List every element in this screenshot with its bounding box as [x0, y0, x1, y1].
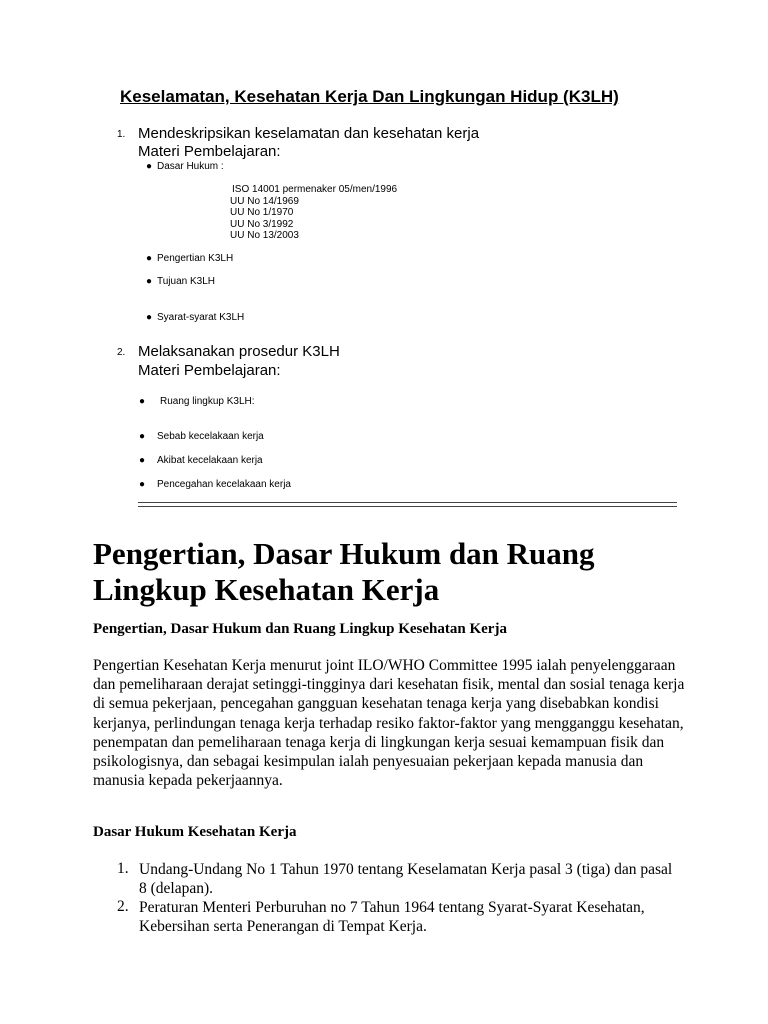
section-1-number: 1.: [117, 129, 126, 140]
bullet-pengertian: Pengertian K3LH: [157, 253, 234, 264]
section-2-heading: Melaksanakan prosedur K3LH: [138, 343, 340, 360]
bullet-dot-icon: ●: [139, 455, 146, 466]
bullet-ruang-lingkup: Ruang lingkup K3LH:: [160, 396, 255, 407]
bullet-sebab: Sebab kecelakaan kerja: [157, 431, 264, 442]
law-item: UU No 1/1970: [230, 207, 294, 218]
list-item-number: 1.: [117, 860, 129, 877]
divider-line: [138, 506, 677, 507]
section-2-materi-label: Materi Pembelajaran:: [138, 362, 281, 379]
section-2-number: 2.: [117, 347, 126, 358]
law-item: UU No 14/1969: [230, 195, 299, 207]
bullet-syarat: Syarat-syarat K3LH: [157, 312, 245, 323]
bullet-pencegahan: Pencegahan kecelakaan kerja: [157, 479, 291, 490]
bullet-akibat: Akibat kecelakaan kerja: [157, 455, 263, 466]
bullet-dot-icon: ●: [139, 431, 146, 442]
section-1-materi-label: Materi Pembelajaran:: [138, 143, 281, 160]
law-item: ISO 14001 permenaker 05/men/1996: [232, 184, 398, 195]
law-list: [230, 184, 397, 242]
bullet-tujuan: Tujuan K3LH: [157, 276, 215, 287]
dasar-hukum-heading: Dasar Hukum Kesehatan Kerja: [93, 824, 297, 840]
bullet-dot-icon: ●: [146, 312, 153, 323]
list-item: Peraturan Menteri Perburuhan no 7 Tahun 1964 tentang Syarat-Syarat Kesehatan, Kebersihan serta Penerangan di Tempat Kerja.: [139, 899, 645, 936]
section-1-heading: Mendeskripsikan keselamatan dan kesehatan kerja: [138, 125, 480, 142]
bullet-dot-icon: ●: [146, 253, 153, 264]
article-heading: Pengertian, Dasar Hukum dan Ruang Lingkup Kesehatan Kerja: [93, 536, 595, 607]
bullet-dot-icon: ●: [139, 479, 146, 490]
article-subheading: Pengertian, Dasar Hukum dan Ruang Lingkup Kesehatan Kerja: [93, 621, 507, 637]
list-item: Undang-Undang No 1 Tahun 1970 tentang Keselamatan Kerja pasal 3 (tiga) dan pasal 8 (delapan).: [139, 861, 673, 898]
dasar-hukum-label: Dasar Hukum :: [157, 161, 224, 172]
bullet-dot-icon: ●: [146, 276, 153, 287]
article-paragraph: Pengertian Kesehatan Kerja menurut joint ILO/WHO Committee 1995 ialah penyelenggaraan dan pemeliharaan derajat setinggi-tingginya dari kesehatan fisik, mental dan sosial tenaga kerja di semua pekerjaan, pencegahan gangguan kesehatan tenaga kerja yang disebabkan kondisi kerjanya, perlindungan tenaga kerja terhadap resiko faktor-faktor yang mengganggu kesehatan, penempatan dan pemeliharaan tenaga kerja di lingkungan kerja sesuai kemampuan fisik dan psikologisnya, dan sebagai kesimpulan ialah penyesuaian pekerjaan kepada manusia dan manusia kepada pekerjaannya.: [93, 657, 685, 790]
bullet-dot-icon: ●: [146, 161, 153, 172]
document-title: Keselamatan, Kesehatan Kerja Dan Lingkungan Hidup (K3LH): [120, 87, 619, 106]
law-item: UU No 3/1992: [230, 218, 294, 230]
bullet-dot-icon: ●: [139, 396, 146, 407]
divider-line: [138, 502, 677, 503]
list-item-number: 2.: [117, 898, 129, 915]
law-item: UU No 13/2003: [230, 230, 299, 241]
